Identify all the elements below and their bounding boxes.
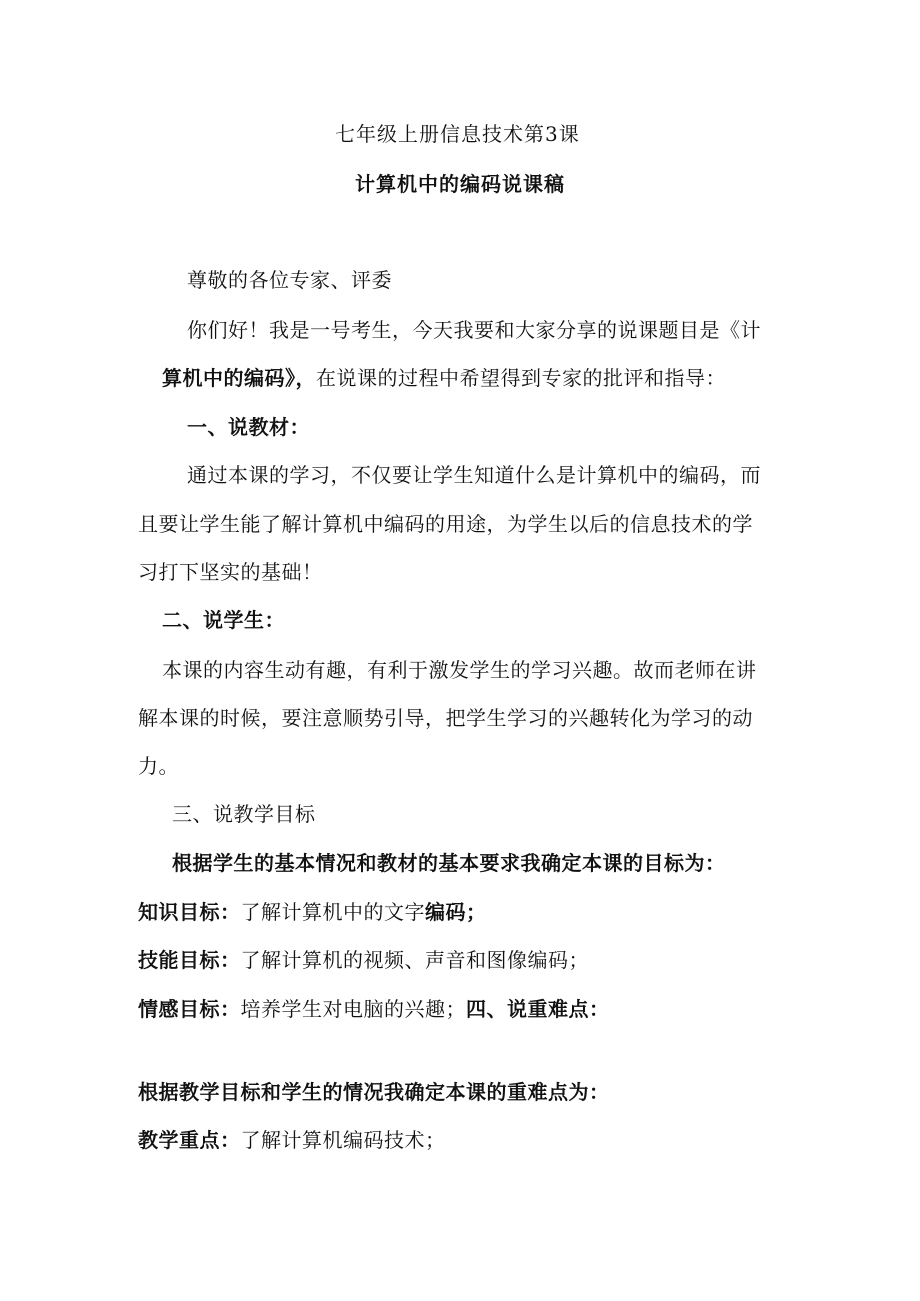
knowledge-goal-label: 知识目标： xyxy=(138,900,241,924)
section2-heading: 二、说学生： xyxy=(162,608,285,632)
knowledge-goal-bold-tail: 编码； xyxy=(425,900,487,924)
intro-rest: 在说课的过程中希望得到专家的批评和指导： xyxy=(316,366,726,390)
section4-intro: 根据教学目标和学生的情况我确定本课的重难点为： xyxy=(138,1080,610,1104)
knowledge-goal xyxy=(138,900,487,924)
section2-line-2: 解本课的时候，要注意顺势引导，把学生学习的兴趣转化为学习的动 xyxy=(138,706,753,730)
key-point xyxy=(138,1128,446,1152)
section1-line-3: 习打下坚实的基础！ xyxy=(138,560,323,584)
section2-line-1: 本课的内容生动有趣，有利于激发学生的学习兴趣。故而老师在讲 xyxy=(162,658,757,682)
emotion-goal-text: 培养学生对电脑的兴趣； xyxy=(240,997,466,1021)
intro-title-bold: 算机中的编码》， xyxy=(162,366,316,390)
emotion-goal-label: 情感目标： xyxy=(138,997,241,1021)
section4-heading-inline: 四、说重难点： xyxy=(466,997,610,1021)
greeting: 尊敬的各位专家、评委 xyxy=(187,268,392,292)
intro-line-2 xyxy=(162,366,726,390)
skill-goal xyxy=(138,948,589,972)
emotion-goal xyxy=(138,997,610,1021)
title-line-2: 计算机中的编码说课稿 xyxy=(355,172,565,196)
key-point-text: 了解计算机编码技术； xyxy=(240,1128,446,1152)
key-point-label: 教学重点： xyxy=(138,1128,241,1152)
section1-line-1: 通过本课的学习，不仅要让学生知道什么是计算机中的编码，而 xyxy=(187,463,761,487)
intro-line-1: 你们好！我是一号考生，今天我要和大家分享的说课题目是《计 xyxy=(187,318,761,342)
section2-line-3: 力。 xyxy=(138,754,179,778)
title-line-1: 七年级上册信息技术第3课 xyxy=(335,122,580,146)
section3-heading: 三、说教学目标 xyxy=(172,802,316,826)
knowledge-goal-text: 了解计算机中的文字 xyxy=(240,900,425,924)
skill-goal-label: 技能目标： xyxy=(138,948,241,972)
skill-goal-text: 了解计算机的视频、声音和图像编码； xyxy=(240,948,589,972)
section3-intro: 根据学生的基本情况和教材的基本要求我确定本课的目标为： xyxy=(172,851,726,875)
section1-heading: 一、说教材： xyxy=(187,415,310,439)
section1-line-2: 且要让学生能了解计算机中编码的用途，为学生以后的信息技术的学 xyxy=(138,512,753,536)
